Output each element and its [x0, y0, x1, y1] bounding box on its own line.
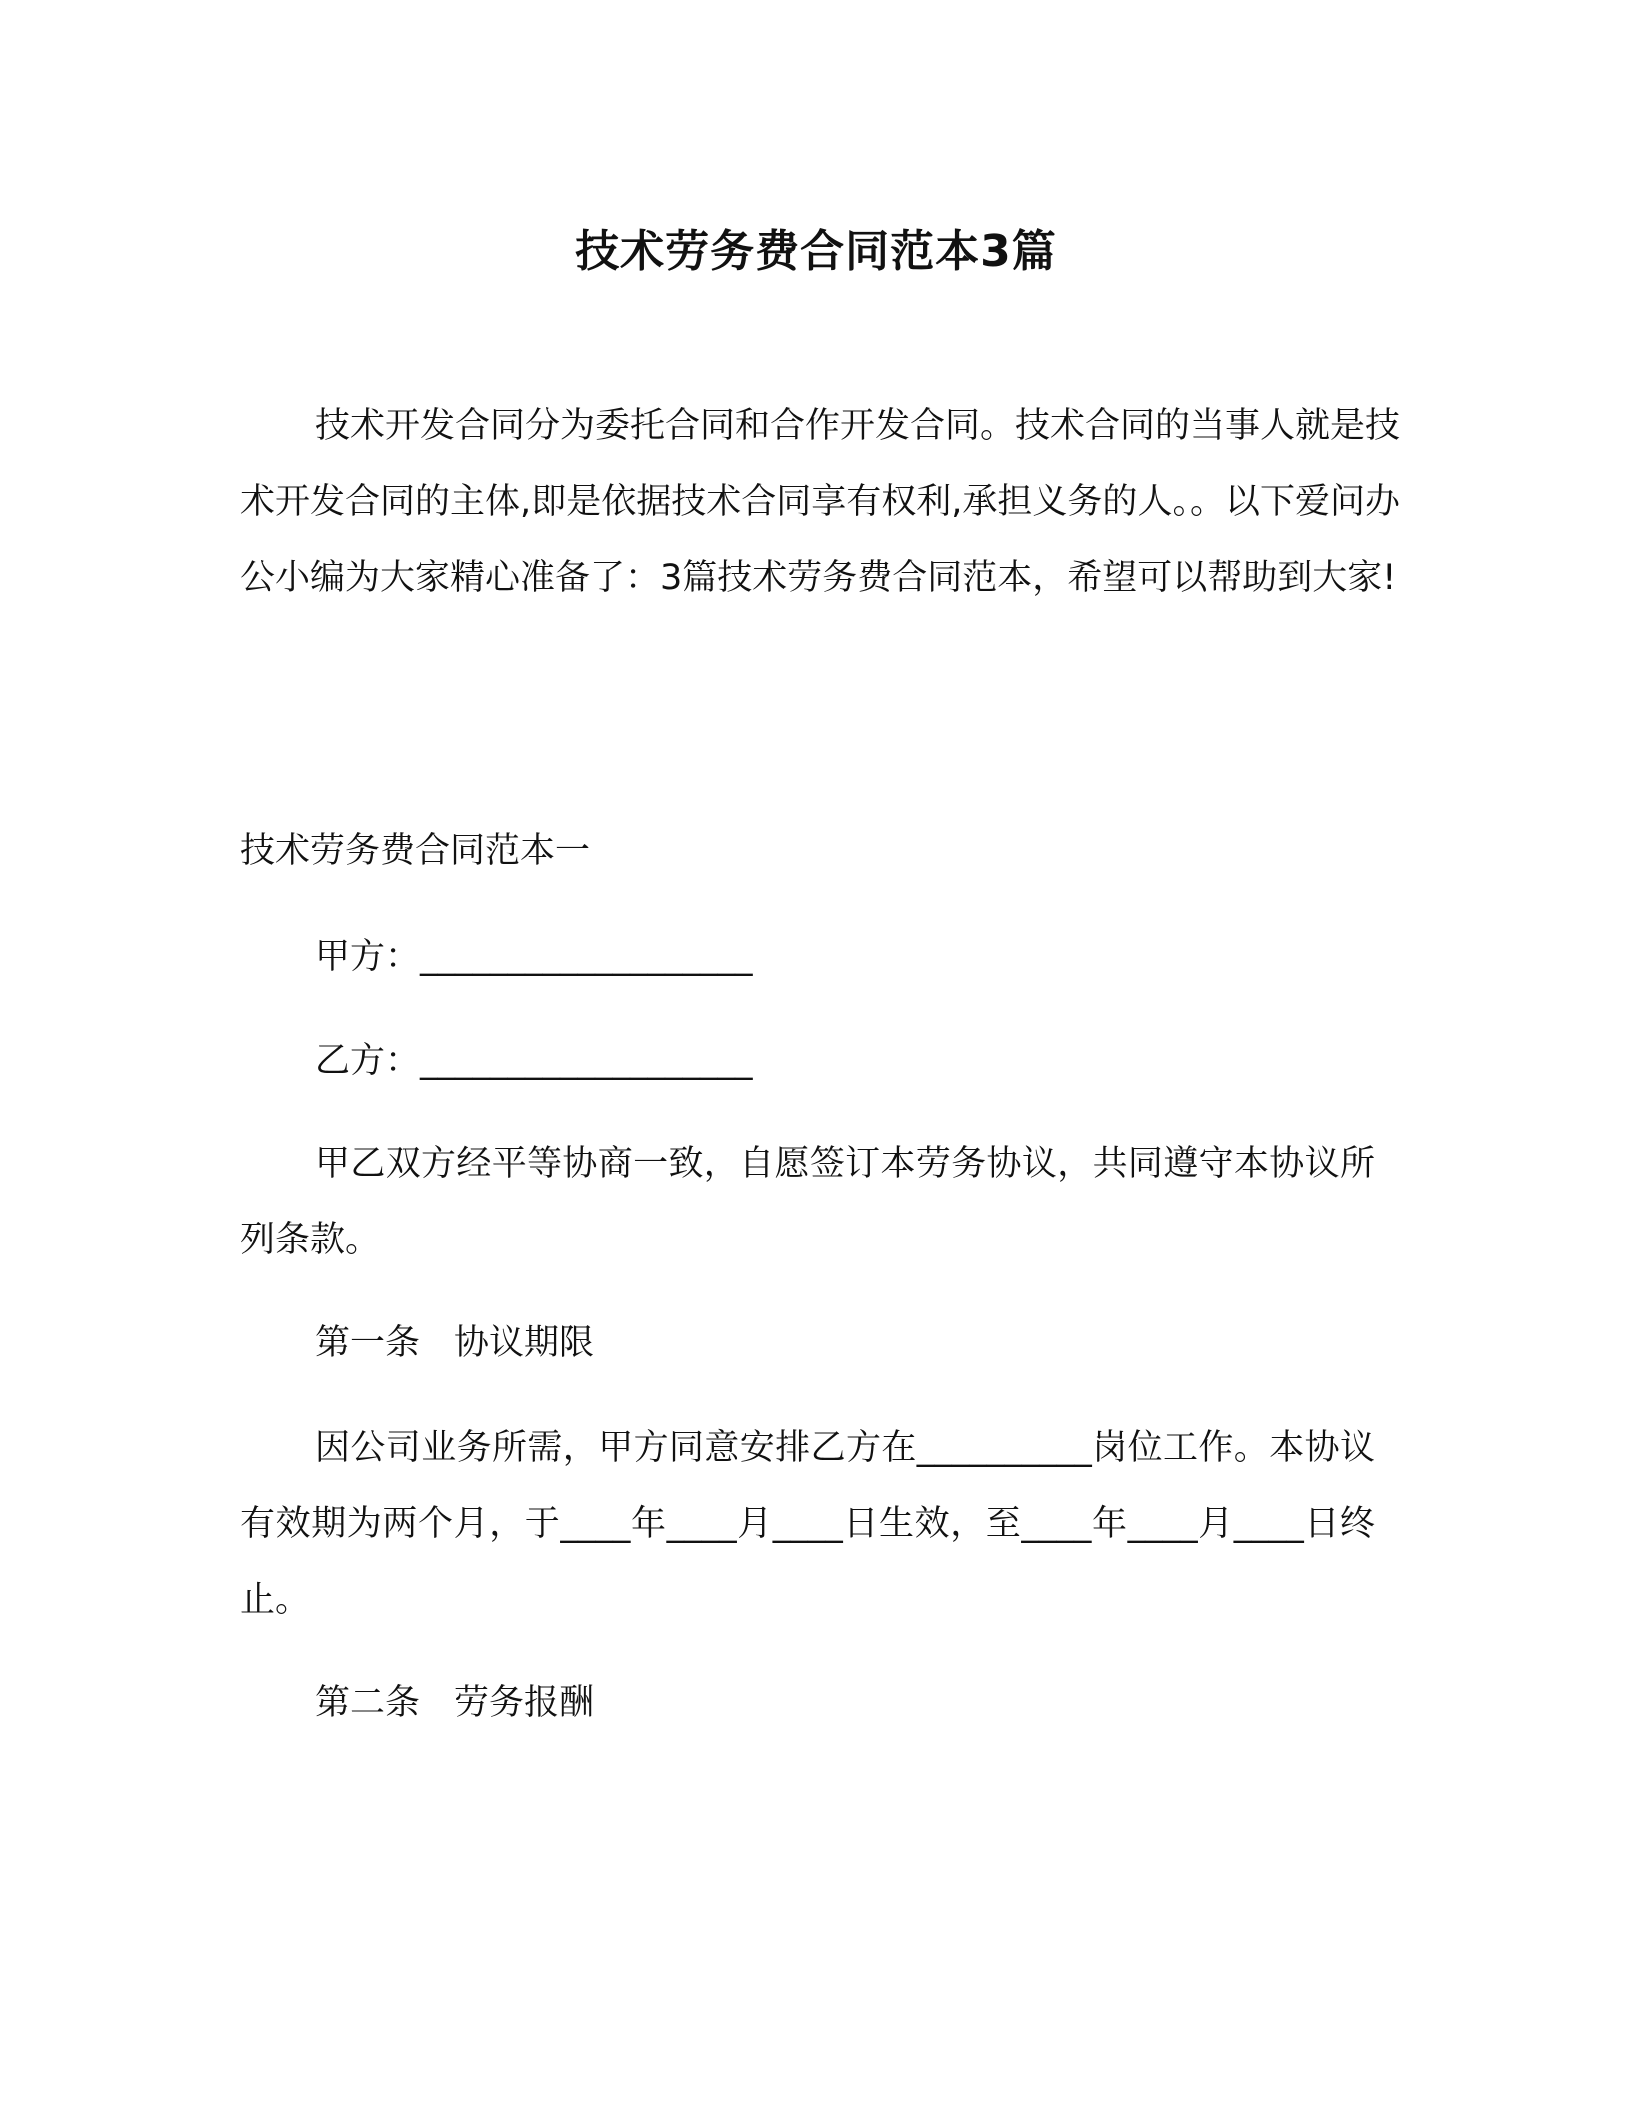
article-1-body: 因公司业务所需，甲方同意安排乙方在__________岗位工作。本协议有效期为两个月，于____年____月____日生效，至____年____月____日终止。 — [240, 1428, 1375, 1620]
article-1-number: 第一条 — [315, 1323, 421, 1363]
intro-paragraph: 技术开发合同分为委托合同和合作开发合同。技术合同的当事人就是技术开发合同的主体,即是依据技术合同享有权利,承担义务的人。。以下爱问办公小编为大家精心准备了：3篇技术劳务费合同范本，希望可以帮助到大家! — [240, 406, 1401, 598]
document-title: 技术劳务费合同范本3篇 — [575, 226, 1057, 277]
article-1-heading — [315, 1318, 594, 1368]
article-2-heading — [315, 1678, 594, 1728]
section-heading: 技术劳务费合同范本一 — [240, 831, 591, 871]
agreement-paragraph: 甲乙双方经平等协商一致，自愿签订本劳务协议，共同遵守本协议所列条款。 — [240, 1144, 1375, 1260]
article-2-number: 第二条 — [315, 1683, 421, 1723]
article-2-title: 劳务报酬 — [454, 1683, 595, 1723]
party-b-field: 乙方：___________________ — [315, 1041, 753, 1081]
article-1-title: 协议期限 — [454, 1323, 595, 1363]
party-a-field: 甲方：___________________ — [315, 937, 753, 977]
